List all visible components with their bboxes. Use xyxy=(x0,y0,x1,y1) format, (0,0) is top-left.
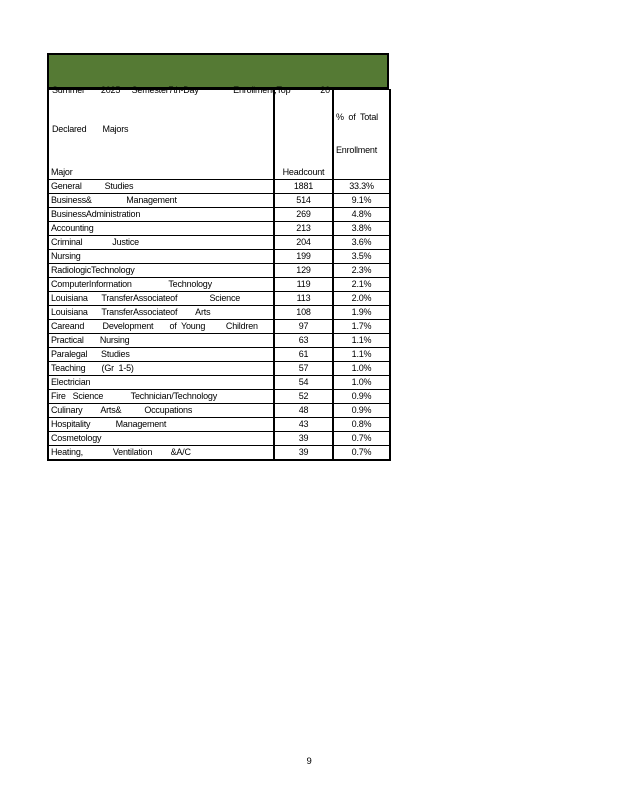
major-cell: RadiologicTechnology xyxy=(48,264,274,278)
header-percent-line-1: % of Total xyxy=(336,112,378,122)
headcount-cell: 39 xyxy=(274,432,333,446)
headcount-cell: 119 xyxy=(274,278,333,292)
table-row xyxy=(48,390,390,404)
headcount-cell: 43 xyxy=(274,418,333,432)
major-cell: Teaching (Gr 1-5) xyxy=(48,362,274,376)
table-row xyxy=(48,222,390,236)
percent-cell: 1.1% xyxy=(333,348,390,362)
table-row xyxy=(48,348,390,362)
percent-cell: 0.8% xyxy=(333,418,390,432)
table-row xyxy=(48,306,390,320)
percent-cell: 1.0% xyxy=(333,362,390,376)
table-row xyxy=(48,362,390,376)
major-cell: Criminal Justice xyxy=(48,236,274,250)
headcount-cell: 108 xyxy=(274,306,333,320)
percent-cell: 9.1% xyxy=(333,194,390,208)
major-cell: General Studies xyxy=(48,180,274,194)
table-row xyxy=(48,292,390,306)
headcount-cell: 97 xyxy=(274,320,333,334)
table-row xyxy=(48,446,390,461)
headcount-cell: 54 xyxy=(274,376,333,390)
table-row xyxy=(48,236,390,250)
header-headcount: Headcount xyxy=(274,90,333,180)
percent-cell: 1.9% xyxy=(333,306,390,320)
table-row xyxy=(48,376,390,390)
headcount-cell: 213 xyxy=(274,222,333,236)
major-cell: Culinary Arts& Occupations xyxy=(48,404,274,418)
headcount-cell: 204 xyxy=(274,236,333,250)
table-row xyxy=(48,208,390,222)
headcount-cell: 1881 xyxy=(274,180,333,194)
percent-cell: 1.7% xyxy=(333,320,390,334)
headcount-cell: 39 xyxy=(274,446,333,461)
major-cell: Louisiana TransferAssociateof Science xyxy=(48,292,274,306)
percent-cell: 2.1% xyxy=(333,278,390,292)
headcount-cell: 52 xyxy=(274,390,333,404)
table-row xyxy=(48,194,390,208)
major-cell: Business& Management xyxy=(48,194,274,208)
major-cell: ComputerInformation Technology xyxy=(48,278,274,292)
table-row xyxy=(48,404,390,418)
major-cell: Hospitality Management xyxy=(48,418,274,432)
percent-cell: 0.9% xyxy=(333,404,390,418)
major-cell: Fire Science Technician/Technology xyxy=(48,390,274,404)
headcount-cell: 514 xyxy=(274,194,333,208)
percent-cell: 2.3% xyxy=(333,264,390,278)
major-cell: Paralegal Studies xyxy=(48,348,274,362)
major-cell: Heating, Ventilation &A/C xyxy=(48,446,274,461)
header-percent xyxy=(333,90,390,180)
percent-cell: 0.7% xyxy=(333,432,390,446)
headcount-cell: 63 xyxy=(274,334,333,348)
table-row xyxy=(48,418,390,432)
percent-cell: 3.6% xyxy=(333,236,390,250)
headcount-cell: 61 xyxy=(274,348,333,362)
percent-cell: 1.0% xyxy=(333,376,390,390)
headcount-cell: 113 xyxy=(274,292,333,306)
table-row xyxy=(48,334,390,348)
headcount-cell: 269 xyxy=(274,208,333,222)
table-row xyxy=(48,432,390,446)
major-cell: Electrician xyxy=(48,376,274,390)
major-cell: Nursing xyxy=(48,250,274,264)
banner-line-2: Declared Majors xyxy=(52,124,129,134)
percent-cell: 0.9% xyxy=(333,390,390,404)
percent-cell: 3.8% xyxy=(333,222,390,236)
banner-line-1: Summer 2025 Semester7th-Day Enrollment,Top 20 xyxy=(52,85,330,95)
percent-cell: 1.1% xyxy=(333,334,390,348)
headcount-cell: 199 xyxy=(274,250,333,264)
header-percent-line-2: Enrollment xyxy=(336,145,378,155)
table-row xyxy=(48,278,390,292)
percent-cell: 0.7% xyxy=(333,446,390,461)
table-row xyxy=(48,250,390,264)
enrollment-report xyxy=(47,53,389,461)
major-cell: Careand Development of Young Children xyxy=(48,320,274,334)
headcount-cell: 57 xyxy=(274,362,333,376)
header-major: Major xyxy=(48,90,274,180)
major-cell: Louisiana TransferAssociateof Arts xyxy=(48,306,274,320)
headcount-cell: 48 xyxy=(274,404,333,418)
headcount-cell: 129 xyxy=(274,264,333,278)
major-cell: BusinessAdministration xyxy=(48,208,274,222)
major-cell: Practical Nursing xyxy=(48,334,274,348)
major-cell: Accounting xyxy=(48,222,274,236)
percent-cell: 2.0% xyxy=(333,292,390,306)
majors-table xyxy=(47,89,391,461)
percent-cell: 3.5% xyxy=(333,250,390,264)
table-row xyxy=(48,180,390,194)
percent-cell: 33.3% xyxy=(333,180,390,194)
page-number: 9 xyxy=(306,756,312,767)
table-row xyxy=(48,264,390,278)
percent-cell: 4.8% xyxy=(333,208,390,222)
major-cell: Cosmetology xyxy=(48,432,274,446)
table-row xyxy=(48,320,390,334)
